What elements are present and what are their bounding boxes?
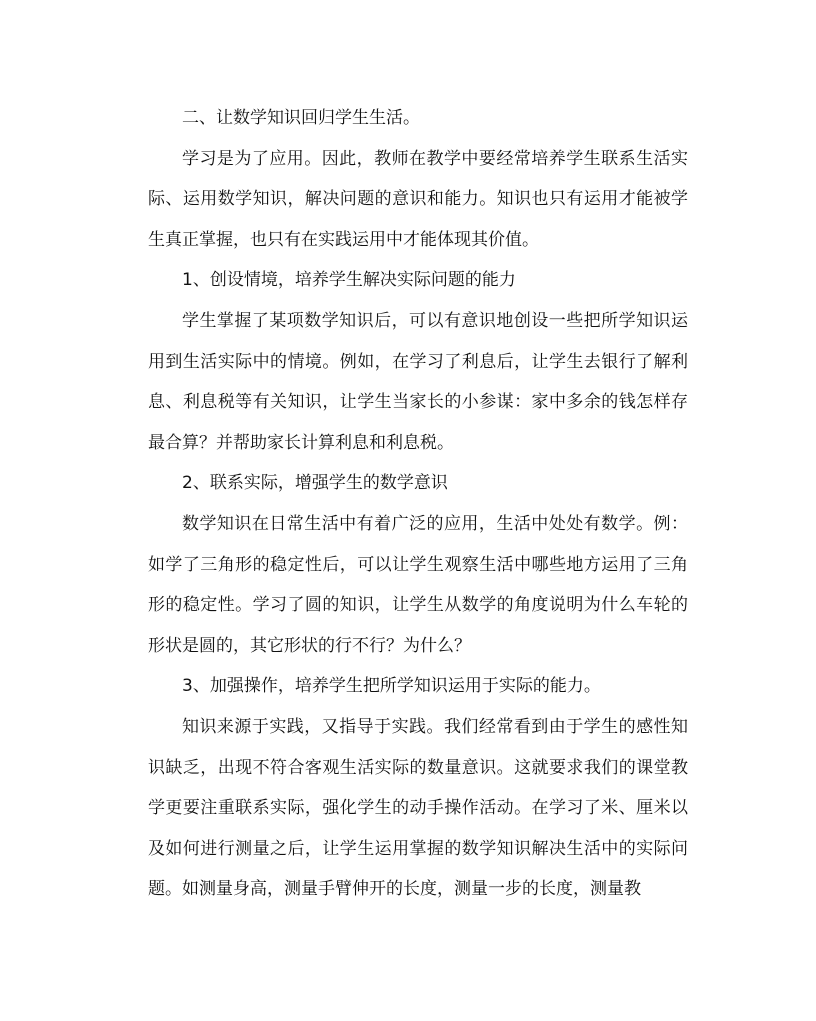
section-heading: 二、让数学知识回归学生生活。 <box>182 108 420 128</box>
body-paragraph: 学习是为了应用。因此，教师在教学中要经常培养学生联系生活实际、运用数学知识，解决问题的意识和能力。知识也只有运用才能被学生真正掌握，也只有在实践运用中才能体现其价值。 <box>148 148 688 250</box>
subsection-heading: 2、联系实际，增强学生的数学意识 <box>182 473 448 494</box>
body-paragraph: 学生掌握了某项数学知识后，可以有意识地创设一些把所学知识运用到生活实际中的情境。例如，在学习了利息后，让学生去银行了解利息、利息税等有关知识，让学生当家长的小参谋：家中多余的钱怎样存最合算？并帮助家长计算利息和利息税。 <box>148 310 688 453</box>
subsection-heading: 1、创设情境，培养学生解决实际问题的能力 <box>182 270 516 291</box>
subsection-heading: 3、加强操作，培养学生把所学知识运用于实际的能力。 <box>182 676 601 697</box>
document-body <box>148 98 688 910</box>
body-paragraph: 知识来源于实践，又指导于实践。我们经常看到由于学生的感性知识缺乏，出现不符合客观生活实际的数量意识。这就要求我们的课堂教学更要注重联系实际，强化学生的动手操作活动。在学习了米、厘米以及如何进行测量之后，让学生运用掌握的数学知识解决生活中的实际问题。如测量身高，测量手臂伸开的长度，测量一步的长度，测量教 <box>148 716 688 900</box>
body-paragraph: 数学知识在日常生活中有着广泛的应用，生活中处处有数学。例：如学了三角形的稳定性后，可以让学生观察生活中哪些地方运用了三角形的稳定性。学习了圆的知识，让学生从数学的角度说明为什么车轮的形状是圆的，其它形状的行不行？为什么？ <box>148 513 688 656</box>
